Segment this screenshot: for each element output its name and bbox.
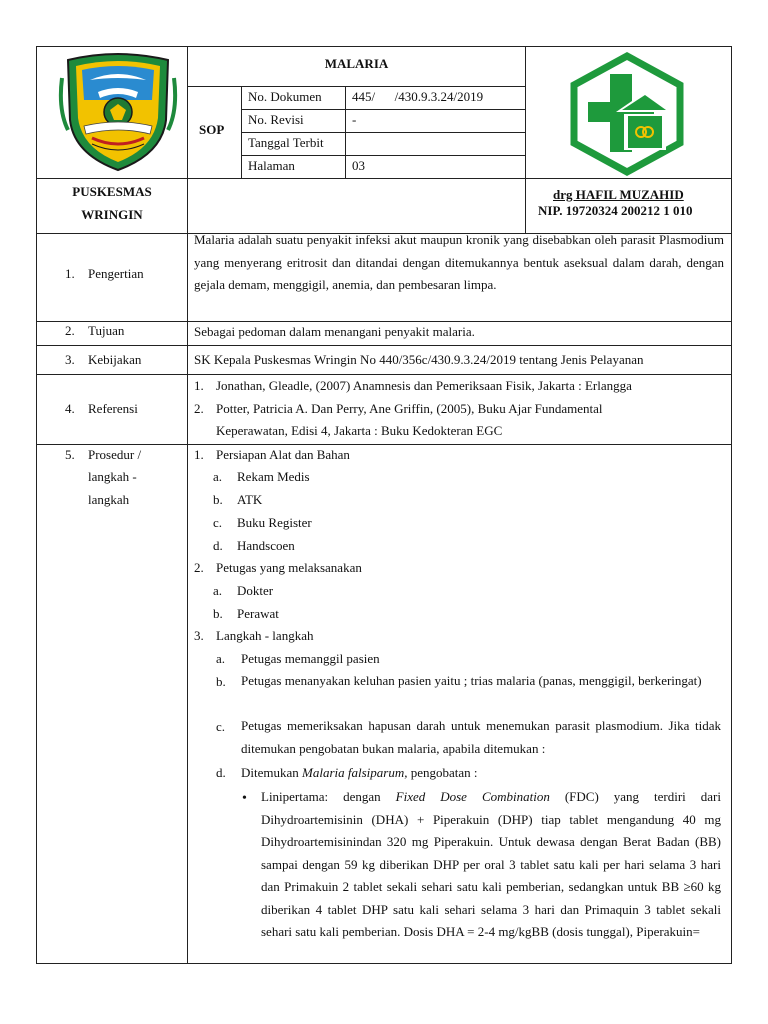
section-label: Kebijakan: [88, 352, 142, 367]
section-number: 3.: [65, 352, 75, 367]
reference-item-cont: Keperawatan, Edisi 4, Jakarta : Buku Kedokteran EGC: [216, 423, 503, 438]
table-border: [36, 321, 732, 322]
step-text: pengobatan :: [407, 765, 478, 780]
step-item: [241, 765, 478, 781]
doc-row-label: Tanggal Terbit: [248, 135, 324, 150]
list-letter: c.: [213, 515, 223, 530]
list-letter: b.: [213, 492, 223, 507]
list-number: 2.: [194, 560, 204, 575]
ge-symbol: ≥: [683, 879, 691, 894]
table-border: [36, 46, 732, 47]
treatment-text: 60 kg diberikan 4 tablet DHP satu kali sehari selama 3 hari dan Primaquin 3 tablet sekali sehari satu kali pemberian. Dosis DHA = 2-4 mg/kgBB (dosis tunggal), Piperakuin=: [261, 879, 721, 939]
list-item: Perawat: [237, 606, 279, 621]
document-title: MALARIA: [324, 56, 389, 71]
table-border: [36, 178, 732, 179]
puskesmas-logo: [566, 52, 688, 176]
reference-item: Jonathan, Gleadle, (2007) Anamnesis dan Pemeriksaan Fisik, Jakarta : Erlangga: [216, 378, 632, 393]
list-item: ATK: [237, 492, 263, 507]
table-border: [241, 109, 525, 110]
reference-item: Potter, Patricia A. Dan Perry, Ane Griffin, (2005), Buku Ajar Fundamental: [216, 401, 603, 416]
list-number: 1.: [194, 378, 204, 393]
section-label: langkah: [88, 492, 130, 507]
list-item: Dokter: [237, 583, 274, 598]
list-letter: d.: [213, 538, 223, 553]
section-number: 2.: [65, 323, 75, 338]
section-text: Sebagai pedoman dalam menangani penyakit malaria.: [194, 324, 475, 339]
org-name-line2: WRINGIN: [81, 207, 143, 222]
table-border: [187, 86, 525, 87]
list-number: 3.: [194, 628, 204, 643]
list-item: Rekam Medis: [237, 469, 310, 484]
doc-row-label: No. Dokumen: [248, 89, 322, 104]
subsection-title: Petugas yang melaksanakan: [216, 560, 362, 575]
section-label: Prosedur /: [88, 447, 142, 462]
org-name-line1: PUSKESMAS: [72, 184, 152, 199]
doc-row-value: 03: [352, 158, 365, 173]
list-letter: b.: [216, 674, 226, 689]
subsection-title: Persiapan Alat dan Bahan: [216, 447, 350, 462]
sop-label: SOP: [199, 122, 225, 137]
section-label: Tujuan: [88, 323, 125, 338]
puskesmas-logo-icon: [566, 52, 688, 176]
step-item: Petugas memeriksakan hapusan darah untuk menemukan parasit plasmodium. Jika tidak ditemukan pengobatan bukan malaria, apabila ditemukan :: [241, 718, 721, 756]
list-letter: c.: [216, 719, 226, 734]
section-number: 1.: [65, 266, 75, 281]
section-text: SK Kepala Puskesmas Wringin No 440/356c/430.9.3.24/2019 tentang Jenis Pelayanan: [194, 352, 644, 367]
section-text: Malaria adalah suatu penyakit infeksi akut maupun kronik yang disebabkan oleh parasit Plasmodium yang menyerang eritrosit dan ditandai dengan ditemukannya bentuk aseksual dalam darah, dengan gejala demam, menggigil, anemia, dan pembesaran limpa.: [194, 232, 724, 292]
table-border: [241, 155, 525, 156]
step-text: Ditemukan: [241, 765, 303, 780]
list-item: Buku Register: [237, 515, 312, 530]
signer-nip: NIP. 19720324 200212 1 010: [538, 203, 693, 218]
regency-emblem-icon: [58, 50, 178, 174]
list-letter: d.: [216, 765, 226, 780]
step-item: Petugas memanggil pasien: [241, 651, 380, 666]
step-item: Petugas menanyakan keluhan pasien yaitu ; trias malaria (panas, menggigil, berkeringat): [241, 673, 702, 688]
signer-name: drg HAFIL MUZAHID: [553, 187, 684, 202]
subsection-title: Langkah - langkah: [216, 628, 314, 643]
doc-row-value: 445/ /430.9.3.24/2019: [352, 89, 484, 104]
section-number: 4.: [65, 401, 75, 416]
list-letter: a.: [216, 651, 226, 666]
regency-emblem: [58, 50, 178, 174]
treatment-paragraph: [261, 786, 721, 964]
doc-row-value: -: [352, 112, 357, 127]
bullet-icon: •: [242, 791, 247, 806]
section-label: langkah -: [88, 469, 137, 484]
table-border: [36, 374, 732, 375]
treatment-text: (FDC) yang terdiri dari Dihydroartemisinin (DHA) + Piperakuin (DHP) tiap tablet mengandung 40 mg Dihydroartemisinindan 320 mg Piperakuin. Untuk dewasa dengan Berat Badan (BB) sampai dengan 59 kg diberikan DHP per oral 3 tablet satu kali per hari selama 3 hari dan Primakuin 2 tablet sekali sehari satu kali pemberian, sedangkan untuk BB: [261, 789, 721, 894]
table-border: [36, 444, 732, 445]
doc-row-label: Halaman: [248, 158, 295, 173]
section-label: Referensi: [88, 401, 138, 416]
section-number: 5.: [65, 447, 75, 462]
section-label: Pengertian: [88, 266, 144, 281]
doc-row-label: No. Revisi: [248, 112, 304, 127]
table-border: [241, 86, 242, 179]
table-border: [731, 46, 732, 964]
treatment-text: Linipertama: dengan: [261, 789, 396, 804]
table-border: [36, 345, 732, 346]
list-letter: b.: [213, 606, 223, 621]
list-letter: a.: [213, 583, 223, 598]
list-number: 1.: [194, 447, 204, 462]
list-number: 2.: [194, 401, 204, 416]
treatment-text-italic: Fixed Dose Combination: [395, 789, 550, 804]
table-border: [345, 86, 346, 179]
table-border: [525, 46, 526, 234]
table-border: [187, 46, 188, 964]
list-letter: a.: [213, 469, 223, 484]
list-item: Handscoen: [237, 538, 295, 553]
step-text-italic: Malaria falsiparum,: [302, 765, 408, 780]
table-border: [241, 132, 525, 133]
